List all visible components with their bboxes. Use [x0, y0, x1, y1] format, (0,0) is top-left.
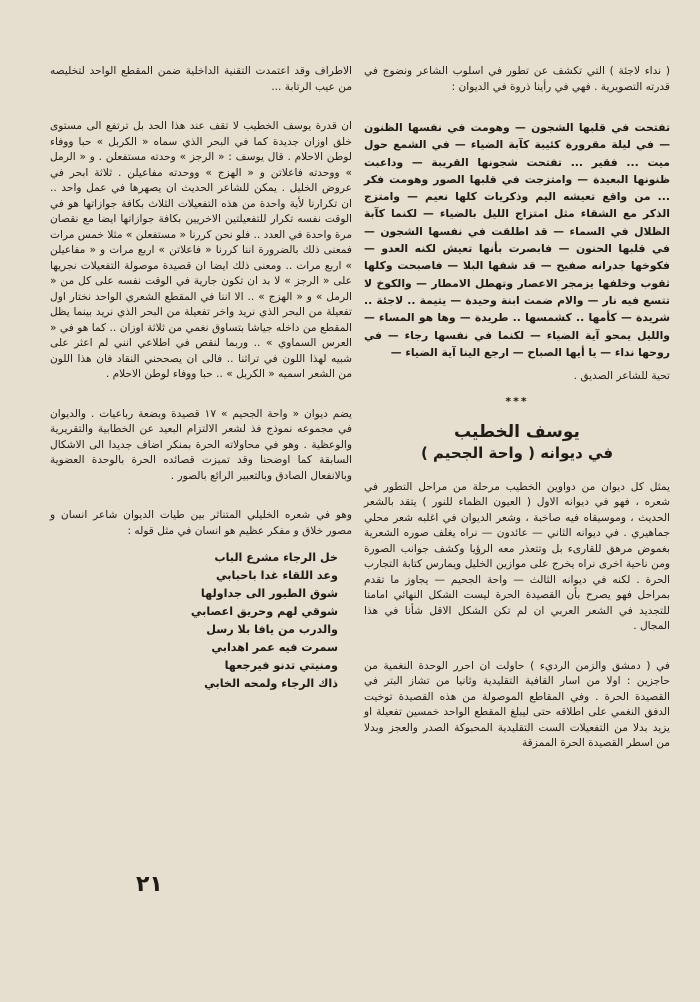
- article-title: يوسف الخطيب: [454, 421, 580, 442]
- body-paragraph: يمثل كل ديوان من دواوين الخطيب مرحلة من مراحل التطور في شعره ، فهو في ديوانه الاول ( العيون الظماء للنور ) يتقد بالشعر الحديث ، وموسيقاه فيه صاخبة ، وشعر الديوان في اغلبه شعر محلي جماهيري . في ديوانه الثاني — عائدون — نراه يغلف صوره الشعرية بغموض مرهق للقارىء بل وتتعذر معه الرؤيا وكشف جوانب الصورة ومن ناحية اخرى نراه يخرج على موازين الخليل ويمارس كتابة التجارب الحرة . لكنه في ديوانه الثالث — واحة الجحيم — يجاوز ما تقدم بمراحل فهو يصرح بأن القصيدة الحرة ليست الشكل النهائي امامنا للتجديد في الشعر العربي ان لم تكن الشكل الاقل شأنا في هذا المجال .: [364, 480, 670, 633]
- verse-line: سمرت فيه عمر اهدابي: [211, 641, 338, 654]
- section-separator: ***: [505, 394, 529, 408]
- left-column: [50, 64, 352, 693]
- verse-block: [50, 549, 352, 693]
- verse-line: شوقي لهم وحريق اعصابي: [190, 605, 338, 618]
- verse-line: والدرب من يافا بلا رسل: [206, 623, 338, 636]
- intro-paragraph: ( نداء لاجئة ) التي تكشف عن تطور في اسلوب الشاعر ونضوج في قدرته التصويرية . فهي في رأينا ذروة في الديوان :: [364, 65, 670, 93]
- right-column: [364, 64, 670, 760]
- poem-excerpt: تفتحت في قلبها الشجون — وهومت في نفسها الظنون — في ليلة مقرورة كئيبة كآبة الضياء — في الشمع حول ميت ... فقير ... تفتحت شجونها القريبة — وداعبت ظنونها البعيدة — وامتزجت في قلبها الصور وهومت فكر ... من واقع تعيشه اليم وذكريات كلها نعيم — وامتزج الذكر مع الشقاء مثل امتزاج الليل بالضياء — لكنما كآبة الظلال في السماء — قد اطلقت في نفسها الشجون — في قلبها الحنون — فابصرت بأنها تعيش لكنه العدو — فكوخها جدرانه صفيح — قد شفها البلا — فاصبحت وكلها ثقوب وخلفها يزمجر الاعصار وتهطل الامطار — والكوخ لا تتسع فيه نار — والام ضمت ابنة وحيدة — يتيمة .. لاجئة .. شريدة — كأمها .. كشمسها .. طريدة — وها هو المساء — والليل يمحو آية الضياء — لكنما في نفسها رجاء — في روحها نداء — يا أيها الصباح — ارجع الينا آية الضياء —: [364, 121, 670, 359]
- page-number: ٢١: [136, 872, 163, 897]
- article-subtitle: في ديوانه ( واحة الجحيم ): [420, 443, 614, 462]
- verse-line: شوق الطيور الى جداولها: [200, 587, 338, 600]
- verse-line: ذاك الرجاء ولمحه الخابي: [204, 677, 338, 690]
- body-paragraph: ان قدرة يوسف الخطيب لا تقف عند هذا الحد بل ترتفع الى مستوى خلق اوزان جديدة كما في البحر الذي سماه « الكربل » حبا ووفاء لوطن الاحلام . قال يوسف : « الرجز » وحدته مستفعلن . و « الرمل » ووحدته فاعلاتن و « الهزج » ووحدته مفاعيلن . ثلاثة ابحر في عروض الخليل . يمكن للشاعر الحديث ان يصهرها في عمل واحد .. ان تكرارنا لأية واحدة من هذه التفعيلات الثلاث بكافة جوازاتها هو في الوقت نفسه تكرار للتفعيلتين الاخريين بكافة جوازاتها ايضا مع نقصان مرة واحدة في العدد .. فلو نحن كررنا « مستفعلن » مثلا خمس مرات فمعنى ذلك بالضرورة اننا كررنا « فاعلاتن » اربع مرات و « مفاعيلن » اربع مرات .. ومعنى ذلك ايضا ان قصيدة موصولة التفعيلات نجريها على « الرجز » لا بد ان تكون جارية في الوقت نفسه على كل من « الرمل » و « الهزج » .. الا اننا في المقطع الشعري الواحد نختار اول تفعيلة من البحر الذي نريد واخر تفعيلة من البحر الذي نريد بينما يظل المقطع من داخله جياشا بتساوق نغمي من ثلاثة اوزان .. كما هو في « العرس السماوي » .. وربما لنقص في اطلاعي انني لم اعثر على شبيه لهذا اللون في تراثنا .. فالى ان يصححني النقاد فان هذا اللون من الشعر اسميه « الكربل » .. حبا ووفاء لوطن الاحلام .: [50, 120, 352, 380]
- body-paragraph: في ( دمشق والزمن الرديء ) حاولت ان احرر الوحدة النغمية من حاجزين : اولا من اسار القافية التقليدية وثانيا من تشاز البتر في القصيدة الحرة . وفي المقاطع الموصولة من هذه القصيدة توخيت الدفق النغمي على اطلاقه حتى ليبلغ المقطع الواحد خمسين تفعيلة او يزيد بدلا من التفعيلات الست التقليدية المحبوكة الصدر والعجز وبدلا من اسطر القصيدة الحرة الممزقة: [364, 659, 670, 750]
- body-paragraph: وهو في شعره الخليلي المتناثر بين طيات الديوان شاعر انسان و مصور خلاق و مفكر عظيم هو انسان في مثل قوله :: [50, 509, 352, 537]
- body-paragraph: الاطراف وقد اعتمدت التقنية الداخلية ضمن المقطع الواحد لتخليصه من عيب الرتابة ...: [50, 65, 352, 93]
- verse-line: ومنيتي تدنو فيرجعها: [224, 659, 338, 672]
- verse-line: وعد اللقاء غدا باحبابي: [215, 569, 338, 582]
- body-paragraph: يضم ديوان « واحة الجحيم » ١٧ قصيدة وبضعة رباعيات . والديوان في مجموعه نموذج فذ لشعر الالتزام البعيد عن الخطابية والتقريرية والوعظية . وهو في محاولاته الحرة بمنكر اضاف جديدا الى الاشكال السابقة كما اوضحنا وقد تميزت قصائده الحرة بالوحدة العضوية وبالانفعال الصادق وبالتعبير الرائع بالصور .: [50, 407, 352, 482]
- verse-line: خل الرجاء مشرع الباب: [214, 551, 338, 564]
- greeting-line: تحية للشاعر الصديق .: [573, 370, 670, 383]
